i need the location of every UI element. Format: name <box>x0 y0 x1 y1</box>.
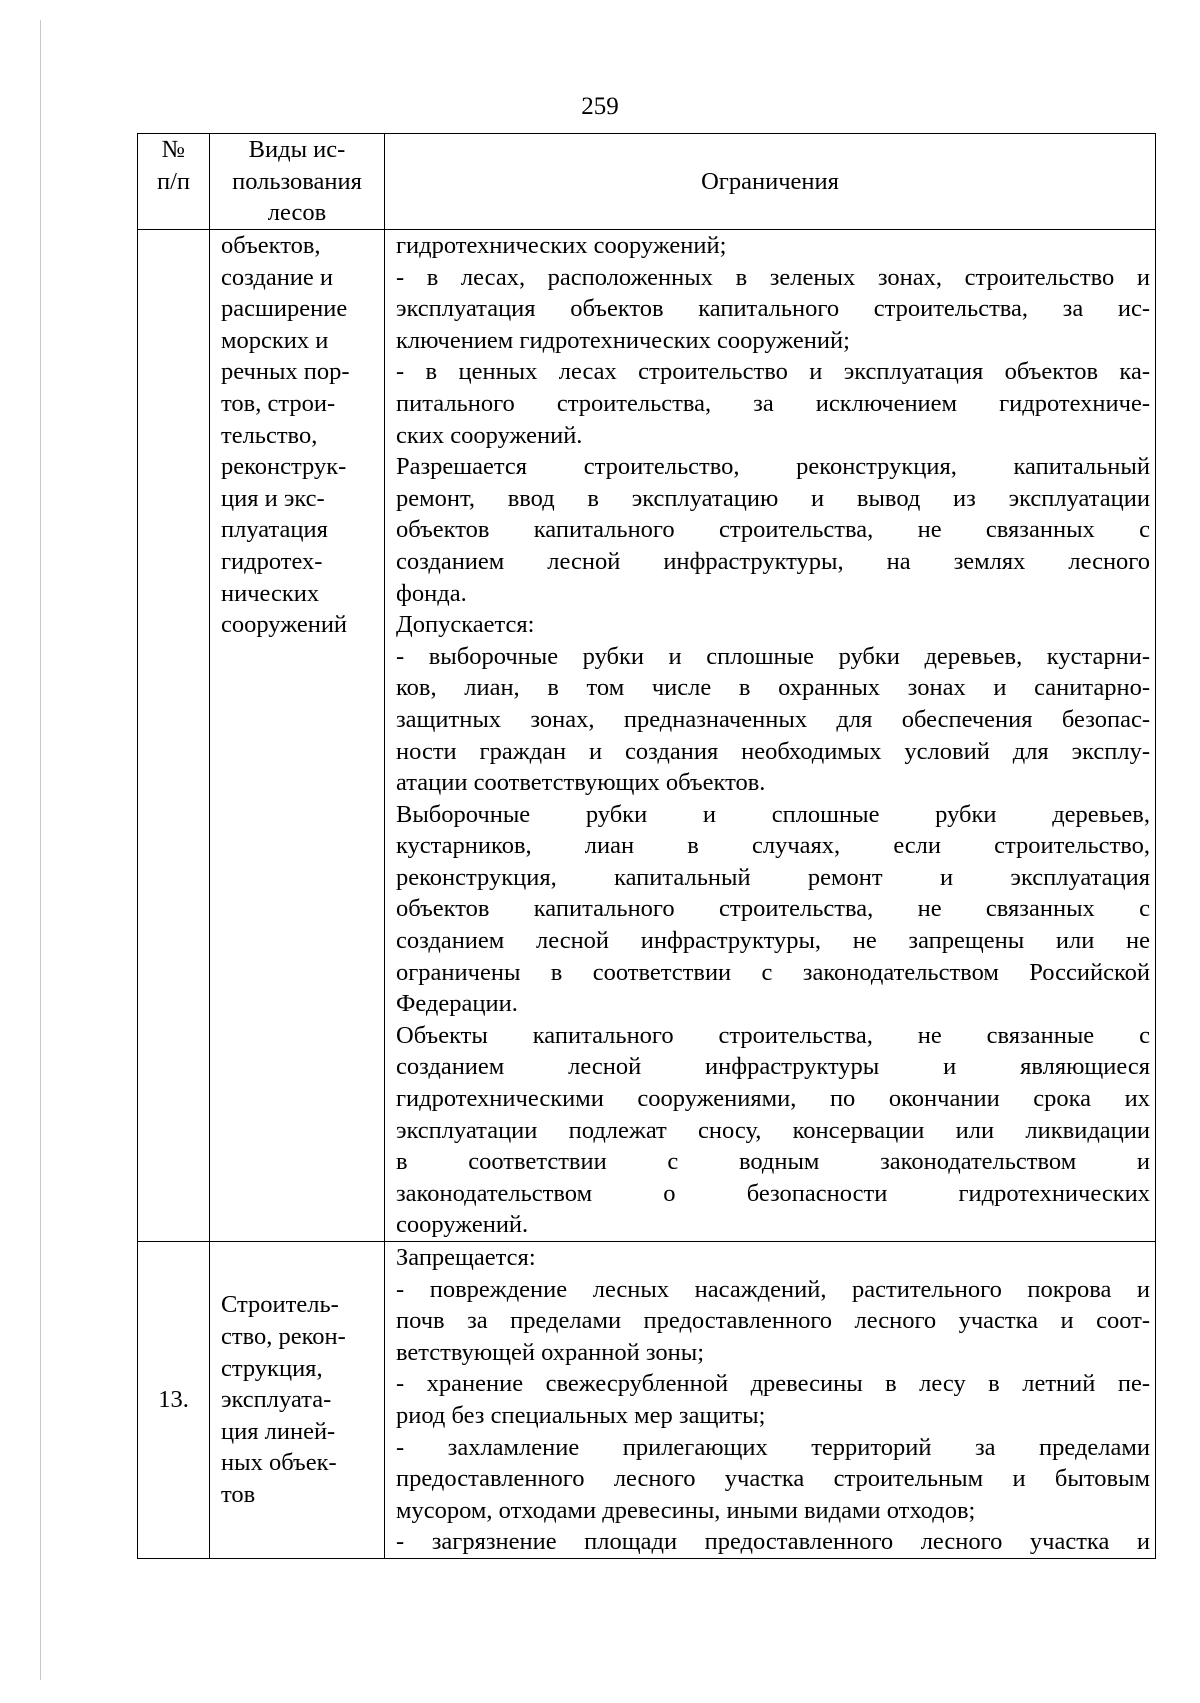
header-number-line: п/п <box>156 167 191 195</box>
restriction-line: ограничены в соответствии с законодательством Российской <box>396 958 1150 986</box>
kind-line: тов <box>221 1480 256 1508</box>
restriction-line: гидротехническими сооружениями, по окончании срока их <box>396 1085 1150 1113</box>
row-13-restrictions <box>385 1242 1156 1559</box>
restriction-line: Федерации. <box>396 990 518 1018</box>
kind-line: нических <box>221 579 320 607</box>
kind-line: гидротех- <box>221 547 323 575</box>
restriction-line: созданием лесной инфраструктуры и являющиеся <box>396 1053 1150 1081</box>
header-kind-line: Виды ис- <box>248 136 346 163</box>
restriction-line: созданием лесной инфраструктуры, не запрещены или не <box>396 927 1150 955</box>
kind-line: струкция, <box>221 1354 323 1382</box>
restriction-line: кустарников, лиан в случаях, если строительство, <box>396 832 1150 860</box>
kind-line: Строитель- <box>221 1291 339 1319</box>
page-number: 259 <box>581 93 619 120</box>
restriction-line: ности граждан и создания необходимых условий для эксплу- <box>396 737 1150 765</box>
kind-line: реконструк- <box>221 453 347 481</box>
kind-line: ция и экс- <box>221 484 325 512</box>
restriction-line: Объекты капитального строительства, не связанные с <box>396 1021 1150 1049</box>
restriction-line: ремонт, ввод в эксплуатацию и вывод из эксплуатации <box>396 484 1150 512</box>
kind-line: морских и <box>221 326 329 354</box>
kind-line: создание и <box>221 263 334 291</box>
restriction-line: предоставленного лесного участка строительным и бытовым <box>396 1465 1150 1493</box>
row-continued-restrictions <box>385 230 1156 1242</box>
kind-line: тов, строи- <box>221 389 336 417</box>
restriction-line: гидротехнических сооружений; <box>396 232 727 259</box>
kind-line: эксплуата- <box>221 1386 332 1414</box>
restriction-line: законодательством о безопасности гидротехнических <box>396 1179 1150 1207</box>
kind-line: плуатация <box>221 516 328 544</box>
kind-line: ство, рекон- <box>221 1322 346 1350</box>
header-restrictions: Ограничения <box>385 134 1156 230</box>
restriction-line: реконструкция, капитальный ремонт и эксплуатация <box>396 863 1150 891</box>
table-row <box>138 1242 1156 1559</box>
restriction-line: - выборочные рубки и сплошные рубки деревьев, кустарни- <box>396 642 1150 670</box>
restriction-line: почв за пределами предоставленного лесного участка и соот- <box>396 1307 1150 1335</box>
scan-margin-line <box>40 20 41 1680</box>
restriction-line: - захламление прилегающих территорий за пределами <box>396 1433 1150 1461</box>
restriction-line: - в ценных лесах строительство и эксплуатация объектов ка- <box>396 358 1150 386</box>
restriction-line: Запрещается: <box>396 1244 536 1271</box>
restriction-line: Выборочные рубки и сплошные рубки деревьев, <box>396 800 1150 828</box>
restriction-line: объектов капитального строительства, не связанных с <box>396 895 1150 923</box>
restriction-line: Допускается: <box>396 611 535 639</box>
kind-line: сооружений <box>221 611 348 639</box>
restriction-line: ветствующей охранной зоны; <box>396 1338 705 1366</box>
kind-line: расширение <box>221 295 348 323</box>
header-number <box>138 134 210 230</box>
table-header-row <box>138 134 1156 230</box>
kind-line: тельство, <box>221 421 318 449</box>
row-13-kind <box>210 1242 385 1559</box>
kind-line: ция линей- <box>221 1417 336 1445</box>
restriction-line: ских сооружений. <box>396 421 583 449</box>
table-row <box>138 230 1156 1242</box>
header-number-line: № <box>161 136 186 163</box>
restriction-line: объектов капитального строительства, не связанных с <box>396 516 1150 544</box>
restriction-line: - хранение свежесрубленной древесины в лесу в летний пе- <box>396 1370 1150 1398</box>
restriction-line: ключением гидротехнических сооружений; <box>396 326 850 354</box>
row-13-number: 13. <box>138 1242 210 1559</box>
restriction-line: - в лесах, расположенных в зеленых зонах, строительство и <box>396 263 1150 291</box>
restriction-line: риод без специальных мер защиты; <box>396 1401 766 1429</box>
kind-line: речных пор- <box>221 358 350 386</box>
restriction-line: защитных зонах, предназначенных для обеспечения безопас- <box>396 705 1150 733</box>
row-continued-number <box>138 230 210 1242</box>
restriction-line: сооружений. <box>396 1211 529 1239</box>
header-kind-line: пользования <box>232 167 362 195</box>
restriction-line: фонда. <box>396 579 467 607</box>
restriction-line: созданием лесной инфраструктуры, на землях лесного <box>396 547 1150 575</box>
kind-line: объектов, <box>221 232 321 259</box>
restriction-line: эксплуатация объектов капитального строительства, за ис- <box>396 295 1150 323</box>
restriction-line: Разрешается строительство, реконструкция, капитальный <box>396 453 1150 481</box>
restriction-line: ков, лиан, в том числе в охранных зонах и санитарно- <box>396 674 1150 702</box>
header-kind-line: лесов <box>267 199 327 227</box>
restriction-line: в соответствии с водным законодательством и <box>396 1148 1150 1176</box>
restriction-line: - загрязнение площади предоставленного лесного участка и <box>396 1528 1150 1556</box>
restriction-line: мусором, отходами древесины, иными видами отходов; <box>396 1496 976 1524</box>
restriction-line: - повреждение лесных насаждений, растительного покрова и <box>396 1275 1150 1303</box>
forest-use-restrictions-table <box>137 133 1156 1559</box>
restriction-line: атации соответствующих объектов. <box>396 769 766 797</box>
row-continued-kind <box>210 230 385 1242</box>
header-kind <box>210 134 385 230</box>
kind-line: ных объек- <box>221 1449 337 1477</box>
restriction-line: питального строительства, за исключением гидротехниче- <box>396 389 1150 417</box>
restriction-line: эксплуатации подлежат сносу, консервации или ликвидации <box>396 1116 1150 1144</box>
